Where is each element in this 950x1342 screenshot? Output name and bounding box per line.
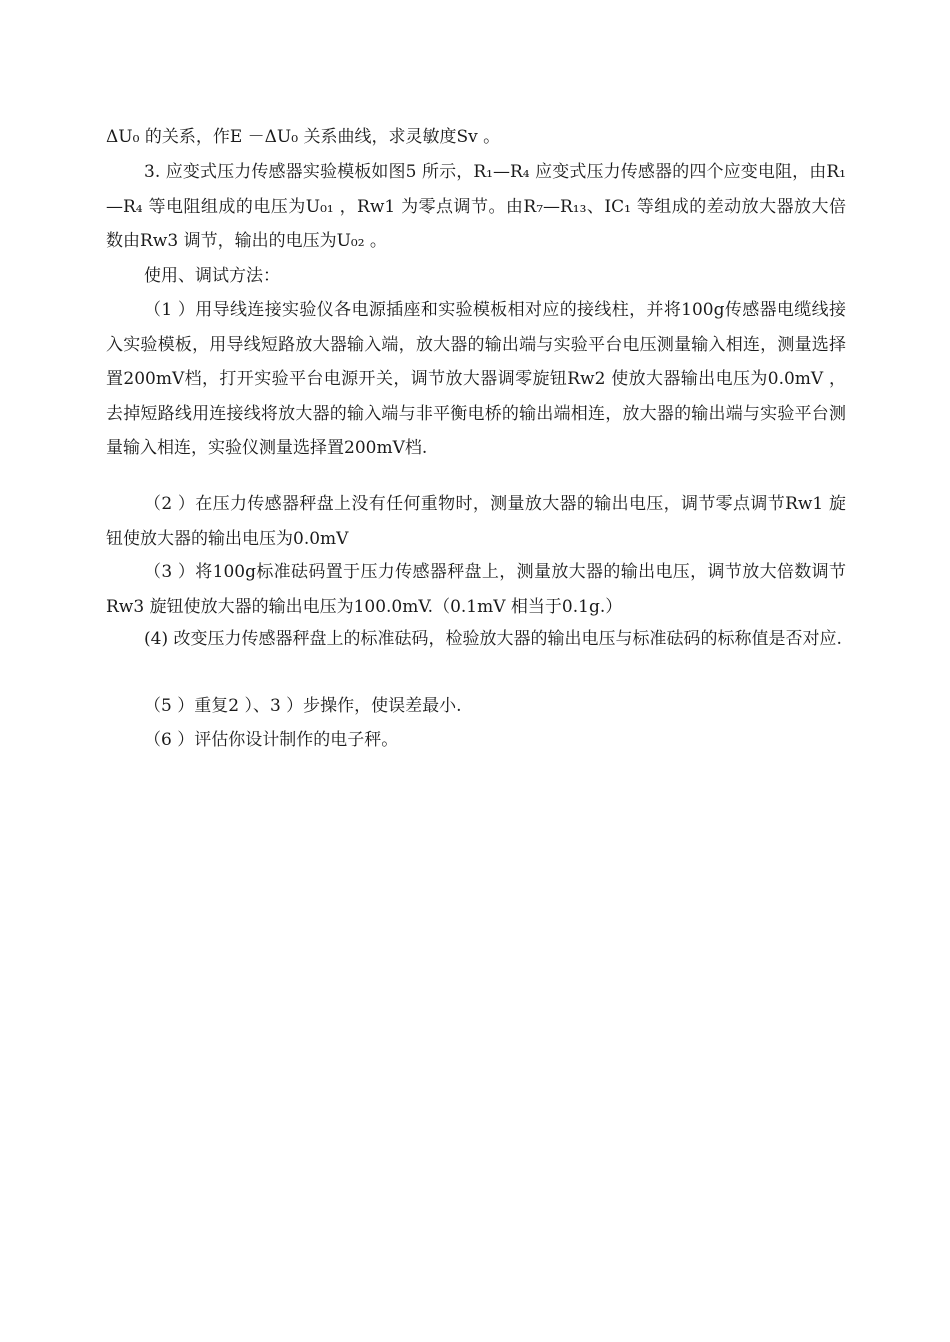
paragraph-text: 使用、调试方法： <box>144 266 280 286</box>
paragraph-text: 3. 应变式压力传感器实验模板如图5 所示，R₁—R₄ 应变式压力传感器的四个应变电阻，由R₁—R₄ 等电阻组成的电压为U₀₁ ，Rw1 为零点调节。由R₇—R₁₃、IC₁ 等组成的差动放大器放大倍数由Rw3 调节，输出的电压为U₀₂ 。 <box>106 162 846 251</box>
paragraph-step-1 <box>106 293 846 466</box>
paragraph-text: （5 ）重复2 ）、3 ）步操作，使误差最小. <box>144 696 462 716</box>
paragraph-sensitivity <box>106 120 846 155</box>
paragraph-method-heading <box>106 259 846 294</box>
paragraph-text: （2 ）在压力传感器秤盘上没有任何重物时，测量放大器的输出电压，调节零点调节Rw1 旋钮使放大器的输出电压为0.0mV <box>106 494 846 549</box>
paragraph-template-description <box>106 155 846 259</box>
paragraph-step-6 <box>106 723 846 758</box>
paragraph-text: （3 ）将100g标准砝码置于压力传感器秤盘上，测量放大器的输出电压，调节放大倍数调节Rw3 旋钮使放大器的输出电压为100.0mV.（0.1mV 相当于0.1g.） <box>106 562 846 617</box>
paragraph-text: (4) 改变压力传感器秤盘上的标准砝码，检验放大器的输出电压与标准砝码的标称值是否对应. <box>144 629 842 649</box>
paragraph-text: （1 ）用导线连接实验仪各电源插座和实验模板相对应的接线柱，并将100g传感器电缆线接入实验模板，用导线短路放大器输入端，放大器的输出端与实验平台电压测量输入相连，测量选择置200mV档，打开实验平台电源开关，调节放大器调零旋钮Rw2 使放大器输出电压为0.0mV ，去掉短路线用连接线将放大器的输入端与非平衡电桥的输出端相连，放大器的输出端与实验平台测量输入相连，实验仪测量选择置200mV档. <box>106 300 846 458</box>
paragraph-step-5 <box>106 689 846 724</box>
paragraph-text: （6 ）评估你设计制作的电子秤。 <box>144 730 399 750</box>
paragraph-step-4 <box>106 622 846 657</box>
paragraph-step-2 <box>106 487 846 556</box>
paragraph-text: ΔU₀ 的关系，作E －ΔU₀ 关系曲线，求灵敏度Sv 。 <box>106 127 501 147</box>
paragraph-step-3 <box>106 555 846 624</box>
